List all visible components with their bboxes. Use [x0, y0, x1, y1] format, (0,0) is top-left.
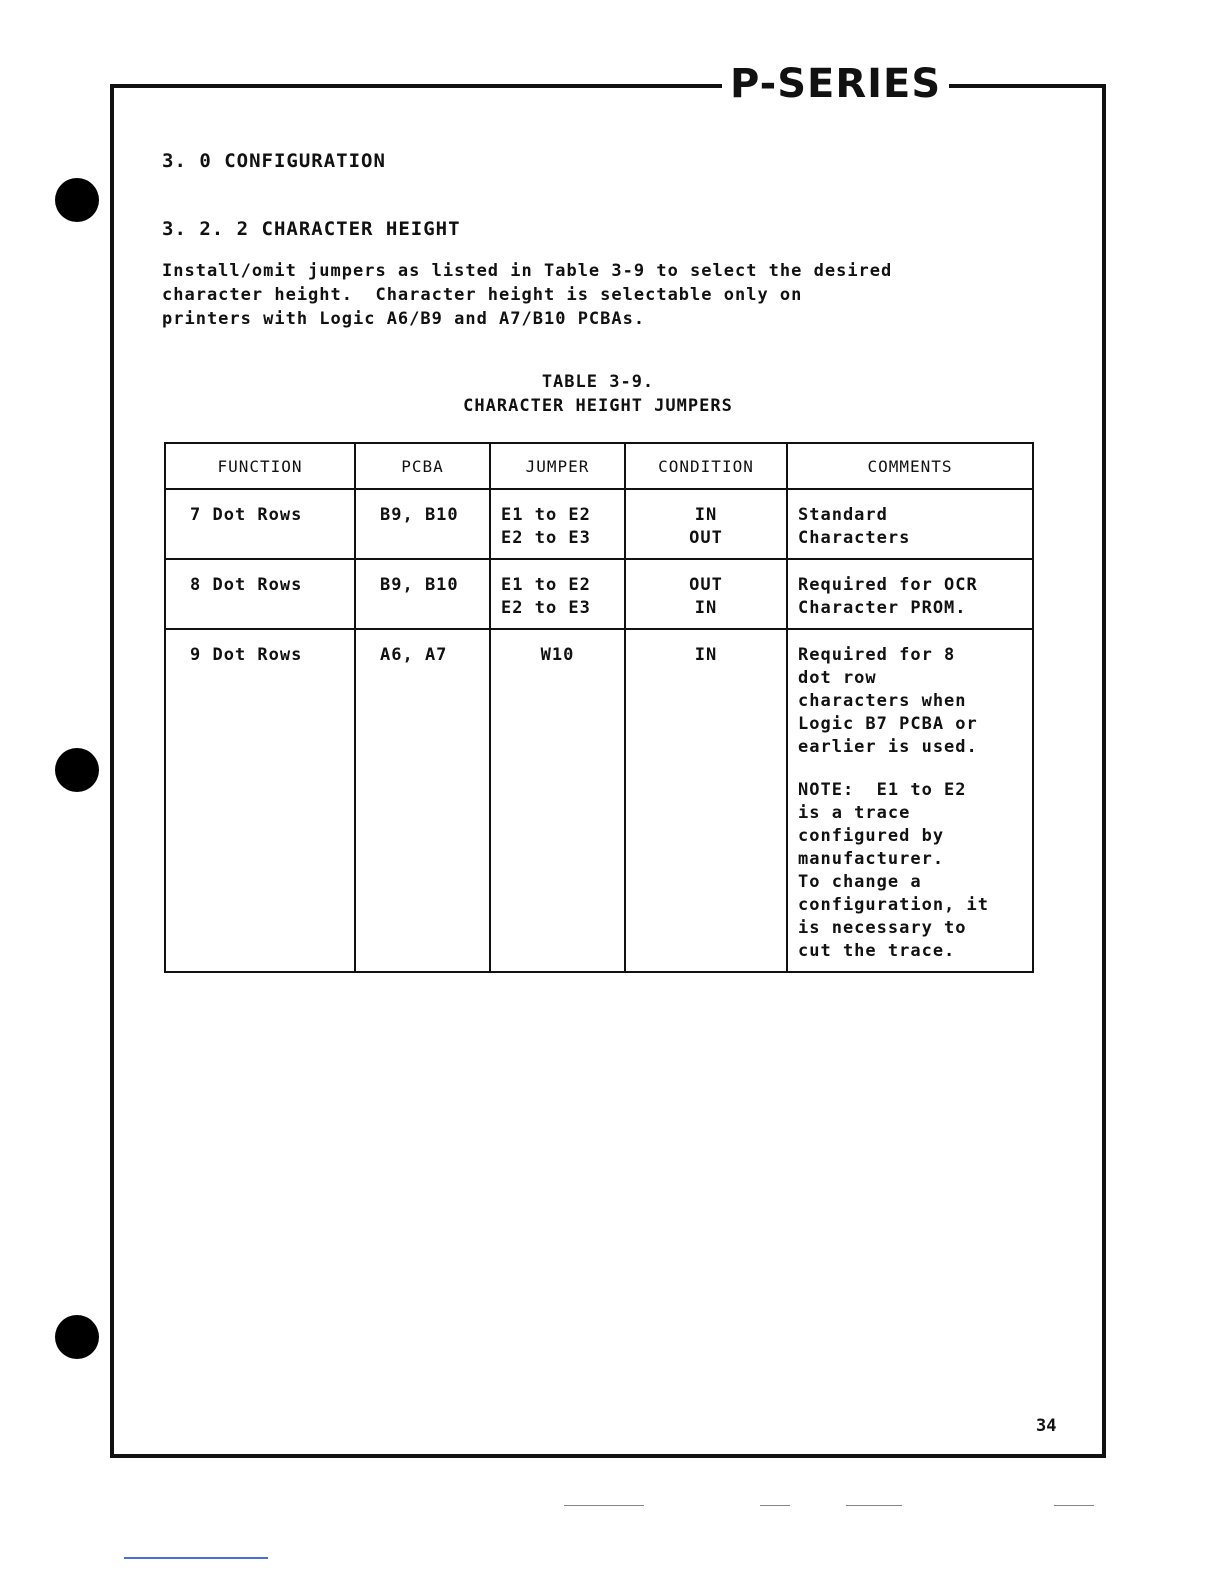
- cell-jumper: [490, 629, 625, 972]
- binder-hole-top: [55, 178, 99, 222]
- cell-function: 7 Dot Rows: [165, 489, 355, 559]
- comment-line: Standard: [798, 505, 888, 525]
- table-caption-title: CHARACTER HEIGHT JUMPERS: [463, 396, 733, 416]
- scan-artifact-line: [124, 1557, 268, 1559]
- table-caption-number: TABLE 3-9.: [541, 372, 655, 392]
- condition-line: IN: [694, 598, 718, 618]
- table-row: [165, 629, 1033, 972]
- section-heading: 3. 0 CONFIGURATION: [162, 150, 386, 172]
- jumper-line: E1 to E2: [501, 575, 591, 595]
- note-line: cut the trace.: [798, 941, 956, 961]
- column-header-condition: CONDITION: [625, 443, 787, 489]
- condition-line: OUT: [689, 528, 723, 548]
- scan-artifact-line: [760, 1505, 790, 1506]
- cell-pcba: B9, B10: [355, 559, 490, 629]
- comment-line: earlier is used.: [798, 737, 978, 757]
- jumper-table: [164, 442, 1034, 973]
- jumper-line: E1 to E2: [501, 505, 591, 525]
- scan-artifact-line: [846, 1505, 902, 1506]
- cell-pcba: B9, B10: [355, 489, 490, 559]
- cell-condition: [625, 629, 787, 972]
- page-number: 34: [1036, 1416, 1057, 1436]
- comment-line: characters when: [798, 691, 967, 711]
- note-line: To change a: [798, 872, 922, 892]
- body-line: printers with Logic A6/B9 and A7/B10 PCBAs.: [162, 309, 646, 329]
- subsection-heading: 3. 2. 2 CHARACTER HEIGHT: [162, 218, 461, 240]
- table-header-row: [165, 443, 1033, 489]
- column-header-jumper: JUMPER: [490, 443, 625, 489]
- jumper-line: E2 to E3: [501, 598, 591, 618]
- comment-spacer: [798, 759, 1022, 779]
- cell-jumper: [490, 489, 625, 559]
- scan-artifact-line: [1054, 1505, 1094, 1506]
- condition-line: OUT: [689, 575, 723, 595]
- cell-comments: [787, 559, 1033, 629]
- body-line: Install/omit jumpers as listed in Table 3-9 to select the desired: [162, 261, 893, 281]
- comment-line: Character PROM.: [798, 598, 967, 618]
- condition-line: IN: [694, 645, 718, 665]
- cell-condition: [625, 489, 787, 559]
- body-paragraph: [162, 259, 1062, 331]
- brand-title: P-SERIES: [722, 58, 949, 110]
- body-line: character height. Character height is selectable only on: [162, 285, 803, 305]
- column-header-function: FUNCTION: [165, 443, 355, 489]
- cell-condition: [625, 559, 787, 629]
- comment-line: Required for OCR: [798, 575, 978, 595]
- jumper-line: W10: [540, 645, 575, 665]
- cell-pcba: A6, A7: [355, 629, 490, 972]
- scan-artifact-line: [564, 1505, 644, 1506]
- cell-function: 8 Dot Rows: [165, 559, 355, 629]
- note-line: manufacturer.: [798, 849, 945, 869]
- note-line: is a trace: [798, 803, 911, 823]
- cell-function: 9 Dot Rows: [165, 629, 355, 972]
- cell-comments: [787, 629, 1033, 972]
- cell-jumper: [490, 559, 625, 629]
- note-line: is necessary to: [798, 918, 967, 938]
- comment-line: Characters: [798, 528, 911, 548]
- cell-comments: [787, 489, 1033, 559]
- note-line: NOTE: E1 to E2: [798, 780, 967, 800]
- comment-line: Required for 8: [798, 645, 956, 665]
- binder-hole-middle: [55, 748, 99, 792]
- note-line: configured by: [798, 826, 945, 846]
- table-row: [165, 559, 1033, 629]
- jumper-line: E2 to E3: [501, 528, 591, 548]
- comment-line: dot row: [798, 668, 877, 688]
- column-header-comments: COMMENTS: [787, 443, 1033, 489]
- table-row: [165, 489, 1033, 559]
- condition-line: IN: [694, 505, 718, 525]
- comment-line: Logic B7 PCBA or: [798, 714, 978, 734]
- column-header-pcba: PCBA: [355, 443, 490, 489]
- note-line: configuration, it: [798, 895, 989, 915]
- binder-hole-bottom: [55, 1315, 99, 1359]
